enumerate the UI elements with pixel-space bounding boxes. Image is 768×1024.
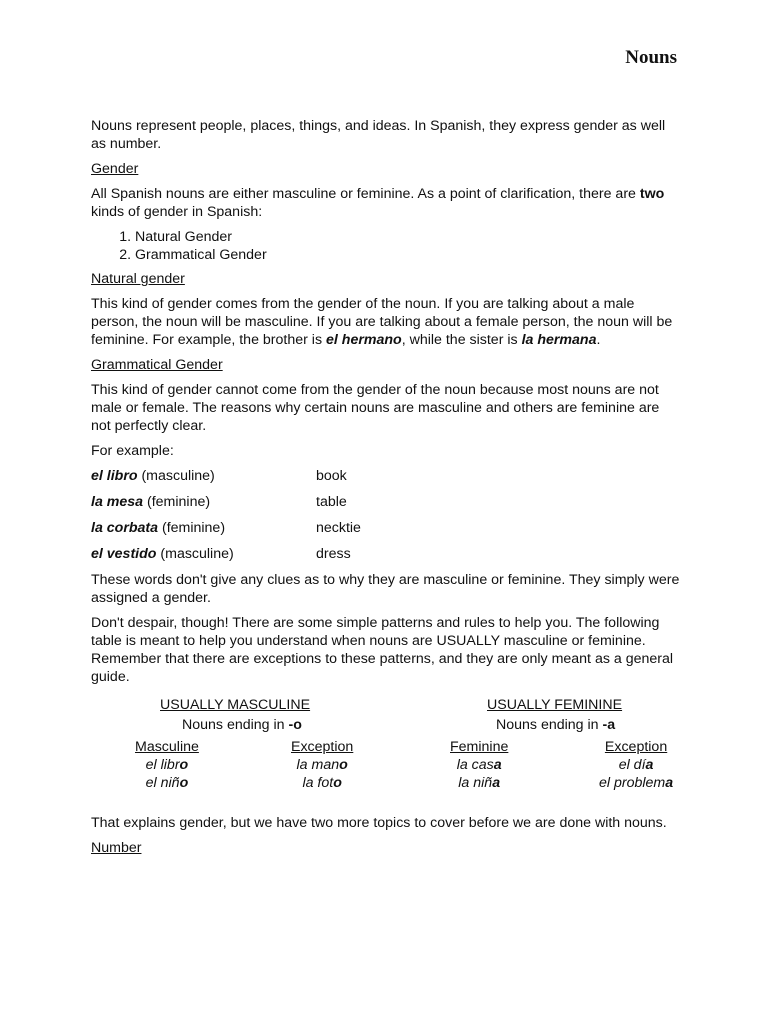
masculine-column	[135, 738, 199, 792]
list-item: el libro	[145, 757, 189, 773]
example-row: la corbata (feminine) necktie	[91, 520, 361, 536]
natural-gender-heading: Natural gender	[91, 271, 185, 287]
example-english: necktie	[316, 520, 361, 536]
list-item: la niña	[458, 775, 501, 791]
list-item: 2. Grammatical Gender	[135, 246, 681, 264]
exception-column-header: Exception	[291, 739, 354, 755]
feminine-column	[450, 738, 508, 792]
natural-gender-paragraph: This kind of gender comes from the gender of the noun. If you are talking about a male person, the noun will be masculine. If you are talking about a female person, the noun will be feminine. For example, the brother is el hermano, while the sister is la hermana.	[91, 296, 673, 348]
example-la-hermana: la hermana	[521, 332, 597, 348]
page-title: Nouns	[625, 47, 677, 68]
list-item: la casa	[456, 757, 502, 773]
list-item: 1. Natural Gender	[135, 228, 681, 246]
gender-rules-table	[91, 696, 681, 814]
exception-column-header: Exception	[604, 739, 668, 755]
masculine-header: USUALLY MASCULINE	[160, 697, 311, 713]
no-clues-paragraph: These words don't give any clues as to why they are masculine or feminine. They simply were assigned a gender.	[91, 572, 680, 606]
grammatical-gender-heading: Grammatical Gender	[91, 357, 223, 373]
intro-paragraph: Nouns represent people, places, things, and ideas. In Spanish, they express gender as well as number.	[91, 118, 666, 152]
emphasis-two: two	[639, 186, 665, 202]
example-spanish: el vestido	[91, 546, 157, 562]
list-item: la foto	[302, 775, 342, 791]
feminine-column-header: Feminine	[450, 739, 509, 755]
number-heading: Number	[91, 840, 142, 856]
gender-paragraph: All Spanish nouns are either masculine or feminine. As a point of clarification, there are two kinds of gender in Spanish:	[91, 186, 665, 220]
list-item: el problema	[599, 775, 674, 791]
despair-paragraph: Don't despair, though! There are some simple patterns and rules to help you. The following table is meant to help you understand when nouns are USUALLY masculine or feminine. Remember that there are exceptions to these patterns, and they are only meant as a general guide.	[91, 615, 674, 685]
example-spanish: la corbata	[91, 520, 159, 536]
list-item: la mano	[296, 757, 348, 773]
example-row: la mesa (feminine) table	[91, 494, 347, 510]
example-el-hermano: el hermano	[326, 332, 402, 348]
feminine-header: USUALLY FEMININE	[487, 697, 623, 713]
feminine-ending: Nouns ending in -a	[496, 717, 616, 733]
example-spanish: la mesa	[91, 494, 144, 510]
example-english: table	[316, 494, 347, 510]
example-row: el vestido (masculine) dress	[91, 546, 351, 562]
document-body	[91, 117, 681, 864]
masculine-column-header: Masculine	[135, 739, 199, 755]
for-example-label: For example:	[91, 443, 174, 459]
list-item: el día	[618, 757, 654, 773]
gender-list	[91, 228, 681, 264]
example-english: dress	[316, 546, 351, 562]
grammatical-gender-paragraph: This kind of gender cannot come from the gender of the noun because most nouns are not male or female. The reasons why certain nouns are masculine and others are feminine are not perfectly clear.	[91, 382, 660, 434]
example-english: book	[316, 468, 347, 484]
gender-heading: Gender	[91, 161, 139, 177]
masculine-exception-column	[291, 738, 353, 792]
list-item: el niño	[145, 775, 189, 791]
example-spanish: el libro	[91, 468, 138, 484]
feminine-exception-column	[599, 738, 673, 792]
explains-paragraph: That explains gender, but we have two more topics to cover before we are done with nouns.	[91, 815, 667, 831]
example-row: el libro (masculine) book	[91, 468, 347, 484]
masculine-ending: Nouns ending in -o	[182, 717, 302, 733]
